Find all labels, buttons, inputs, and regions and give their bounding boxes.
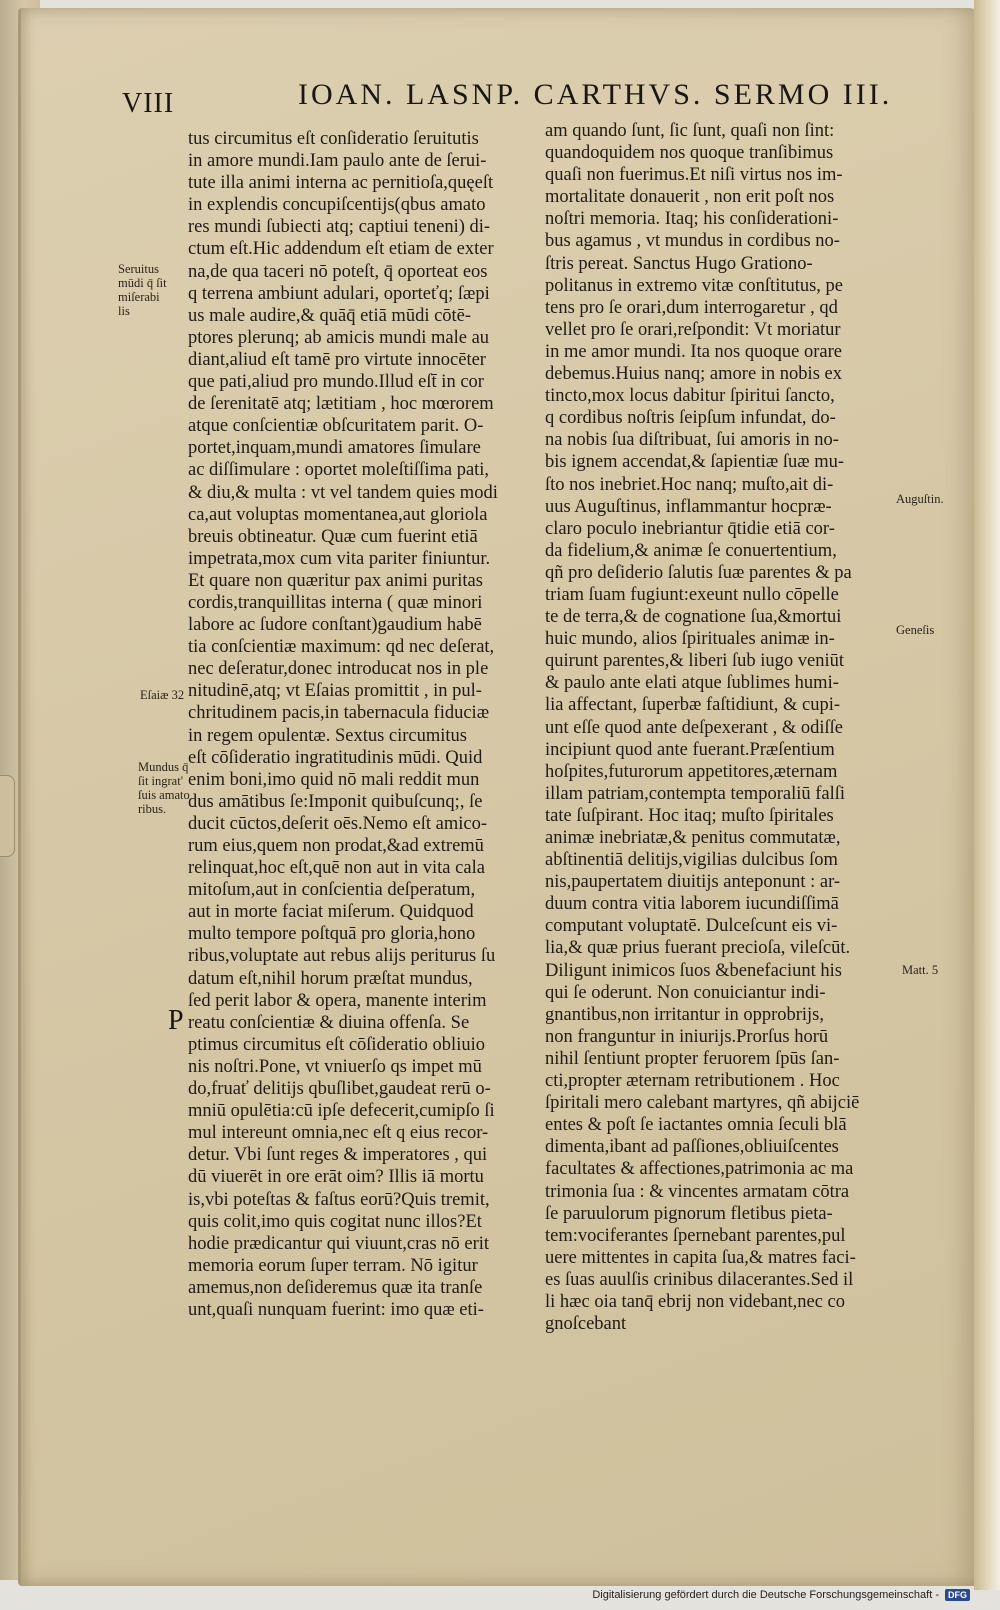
text-line: uus Auguſtinus, inflammantur hocpræ- <box>545 496 832 517</box>
text-line: cordis,tranquillitas interna ( quæ minori <box>188 592 483 613</box>
text-line: Et quare non quæritur pax animi puritas <box>188 570 483 591</box>
text-line: rum eius,quem non prodat,&ad extremū <box>188 836 484 856</box>
margin-note-line: Seruitus <box>118 262 159 276</box>
text-line: mniū opulētia:cū ipſe defecerit,cumipſo ſi <box>188 1101 495 1122</box>
text-line: chritudinem pacis,in tabernacula fiduciæ <box>188 703 490 724</box>
text-line: breuis obtineatur. Quæ cum fuerint etiā <box>188 526 478 547</box>
text-line: tute illa animi interna ac pernitioſa,quęeſt <box>188 173 494 194</box>
text-line: eſt cōſideratio ingratitudinis mūdi. Quid <box>188 747 483 768</box>
text-line: dū viuerēt in ore erāt oim? Illis iā mortu <box>188 1167 484 1188</box>
credit-text: Digitalisierung gefördert durch die Deutsche Forschungsgemeinschaft - <box>592 1589 939 1601</box>
text-line: aut in morte faciat miſerum. Quidquod <box>188 902 474 923</box>
text-line: am quando ſunt, ſic ſunt, quaſi non ſint: <box>545 121 835 141</box>
text-line: politanus in extremo vitæ conſtitutus, pe <box>545 275 844 296</box>
text-line: bus agamus , vt mundus in cordibus no- <box>545 231 840 252</box>
text-line: animæ inebriatæ,& penitus commutatæ, <box>545 828 841 848</box>
text-line: abſtinentiā delitijs,vigilias dulcibus ſom <box>545 850 838 871</box>
text-line: is,vbi poteſtas & faſtus eorū?Quis tremit, <box>188 1189 490 1210</box>
text-line: illam patriam,contempta temporaliū falſi <box>545 783 846 804</box>
text-line: unt eſſe quod ante deſpexerant , & odiſſe <box>545 717 843 738</box>
margin-note-line: ſit ingrat' <box>138 774 183 788</box>
text-line: detur. Vbi ſunt reges & imperatores , qui <box>188 1145 488 1166</box>
text-line: labore ac ſudore conſtant)gaudium habē <box>188 615 482 636</box>
margin-note-line: lis <box>118 304 130 318</box>
text-line: na nobis ſua diſtribuat, ſui amoris in no- <box>545 430 839 451</box>
text-line: & paulo ante elati atque ſublimes humi- <box>545 673 839 694</box>
text-line: lia affectant, ſuperbæ faſtidiunt, & cupi- <box>545 695 841 716</box>
margin-note-line: Auguſtin. <box>896 492 944 506</box>
margin-note-mundus <box>138 760 190 816</box>
text-line: facultates & affectiones,patrimonia ac ma <box>545 1159 854 1180</box>
text-line: mitoſum,aut in conſcientia deſperatum, <box>188 880 476 901</box>
text-line: quaſi non fuerimus.Et niſi virtus nos im- <box>545 165 843 186</box>
text-line: portet,inquam,mundi amatores ſimulare <box>188 438 481 459</box>
text-line: ducit cūctos,deſerit oēs.Nemo eſt amico- <box>188 813 487 834</box>
text-line: quandoquidem nos quoque tranſibimus <box>545 143 834 164</box>
margin-note-seruitus <box>118 262 167 318</box>
text-line: us male audire,& quāq̄ etiā mūdi cōtē- <box>188 305 472 326</box>
text-line: noſtri memoria. Itaq; his conſiderationi- <box>545 209 839 230</box>
text-line: in explendis concupiſcentijs(qbus amato <box>188 195 486 216</box>
text-line: hodie prædicantur qui viuunt,cras nō erit <box>188 1233 490 1254</box>
text-line: huic mundo, alios ſpirituales animæ in- <box>545 629 835 650</box>
text-line: ptores plerunq; ab amicis mundi male au <box>188 327 490 348</box>
right-text-column <box>545 120 915 1335</box>
bookmark-tab <box>0 775 15 857</box>
text-line: relinquat,hoc eſt,quē non aut in vita cala <box>188 858 485 879</box>
text-line: dus amātibus ſe:Imponit quibuſcunq;, ſe <box>188 791 483 812</box>
text-line: ribus,voluptate aut rebus alijs periturus ſu <box>188 946 496 967</box>
text-line: entes & poſt ſe iactantes omnia ſeculi blā <box>545 1115 847 1136</box>
text-line: ſed perit labor & opera, manente interim <box>188 990 487 1011</box>
text-line: quis colit,imo quis cogitat nunc illos?Et <box>188 1211 482 1232</box>
text-line: qñ pro deſiderio ſalutis ſuæ parentes & pa <box>545 562 852 583</box>
text-line: na,de qua taceri nō poteſt, q̄ oporteat eos <box>188 261 488 282</box>
text-line: ſto nos inebriet.Hoc nanq; muſto,ait di- <box>545 474 834 495</box>
text-line: nihil ſentiunt propter feruorem ſpūs ſan- <box>545 1048 840 1069</box>
text-line: ſtris pereat. Sanctus Hugo Grationo- <box>545 253 813 274</box>
text-line: qui ſe oderunt. Non conuiciantur indi- <box>545 982 826 1003</box>
text-line: es ſuas auulſis crinibus dilacerantes.Sed il <box>545 1269 854 1290</box>
text-line: ptimus circumitus eſt cōſideratio obliuio <box>188 1034 485 1055</box>
text-line: ſpiritali mero calebant martyres, qñ abijciē <box>545 1093 860 1114</box>
text-line: trimonia ſua : & vincentes armatam cōtra <box>545 1181 850 1202</box>
text-line: tens pro ſe orari,dum interrogaretur , qd <box>545 297 838 318</box>
text-line: quirunt parentes,& liberi ſub iugo veniūt <box>545 651 845 672</box>
text-line: nitudinē,atq; vt Eſaias promittit , in pul- <box>188 681 482 702</box>
text-line: in me amor mundi. Ita nos quoque orare <box>545 341 842 362</box>
text-line: vellet pro ſe orari,reſpondit: Vt moriatur <box>545 319 841 340</box>
text-line: ctum eſt.Hic addendum eſt etiam de exter <box>188 239 494 260</box>
dfg-logo: DFG <box>945 1589 970 1601</box>
text-line: in regem opulentæ. Sextus circumitus <box>188 725 467 746</box>
text-line: triam ſuam fugiunt:exeunt nullo cōpelle <box>545 584 839 605</box>
margin-note-esaiae <box>140 688 184 702</box>
text-line: gnoſcebant <box>545 1314 627 1335</box>
text-line: tus circumitus eſt conſideratio ſeruitutis <box>188 129 479 149</box>
margin-note-line: mūdi q̄ ſit <box>118 276 167 290</box>
scan-right-edge <box>974 0 1000 1590</box>
text-line: tia conſcientiæ maximum: qd nec deſerat, <box>188 637 495 658</box>
text-line: unt,quaſi nunquam fuerint: imo quæ eti- <box>188 1299 484 1320</box>
text-line: computant voluptatē. Dulceſcunt eis vi- <box>545 916 838 937</box>
text-line: amemus,non deſideremus quæ ita tranſe <box>188 1277 483 1298</box>
text-line: do,fruať delitijs qbuſlibet,gaudeat rerū o- <box>188 1079 491 1100</box>
text-line: ſe paruulorum pignorum fletibus pieta- <box>545 1203 833 1224</box>
text-line: multo tempore poſtquā pro gloria,hono <box>188 924 476 945</box>
text-line: bis ignem accendat,& ſapientiæ ſuæ mu- <box>545 452 845 473</box>
text-line: datum eſt,nihil horum præſtat mundus, <box>188 968 473 989</box>
text-line: reatu conſcientiæ & diuina offenſa. Se <box>188 1012 470 1033</box>
text-line: nis,paupertatem diuitijs anteponunt : ar- <box>545 872 841 893</box>
text-line: nec deſeratur,donec introducat nos in ple <box>188 659 489 680</box>
text-line: res mundi ſubiecti atq; captiui teneni) di- <box>188 217 491 238</box>
text-line: Diligunt inimicos ſuos &benefaciunt his <box>545 960 842 981</box>
text-line: non franguntur in iniurijs.Prorſus horū <box>545 1026 829 1047</box>
text-line: enim boni,imo quid nō mali reddit mun <box>188 769 480 790</box>
text-line: memoria eorum ſuper terram. Nō igitur <box>188 1255 478 1276</box>
text-line: duum contra vitia laborem iucundiſſimā <box>545 894 839 915</box>
margin-note-line: Geneſis <box>896 623 935 637</box>
text-line: hoſpites,futurorum appetitores,æternam <box>545 761 838 782</box>
running-head: IOAN. LASNP. CARTHVS. SERMO III. <box>298 78 893 111</box>
digitization-credit <box>592 1589 970 1601</box>
text-line: q cordibus noſtris ſeipſum infundat, do- <box>545 408 836 429</box>
margin-note-line: Mundus q̄ <box>138 760 189 774</box>
margin-note-augustin <box>896 492 944 506</box>
text-line: que pati,aliud pro mundo.Illud eſt̄ in cor <box>188 372 484 393</box>
text-line: incipiunt quod ante fuerant.Præſentium <box>545 739 835 760</box>
margin-note-line: miſerabi <box>118 290 160 304</box>
text-line: & diu,& multa : vt vel tandem quies modi <box>188 482 498 503</box>
text-line: dimenta,ibant ad paſſiones,obliuiſcentes <box>545 1137 839 1158</box>
text-line: mul intereunt omnia,nec eſt q eius recor- <box>188 1123 489 1144</box>
text-line: tem:vociferantes ſpernebant parentes,pul <box>545 1225 846 1246</box>
text-line: diant,aliud eſt tamē pro virtute innocēter <box>188 349 486 370</box>
margin-note-line: ribus. <box>138 802 167 816</box>
text-line: lia,& quæ prius fuerant precioſa, vileſcūt. <box>545 938 851 959</box>
text-line: te de terra,& de cognatione ſua,&mortui <box>545 607 842 628</box>
text-line: atque conſcientiæ obſcuritatem parit. O- <box>188 416 484 437</box>
text-line: in amore mundi.Iam paulo ante de ſerui- <box>188 151 487 172</box>
text-line: da fidelium,& animæ ſe conuertentium, <box>545 540 837 561</box>
text-line: q terrena ambiunt adulari, oporteťq; ſæpi <box>188 283 490 304</box>
text-line: impetrata,mox cum vita pariter finiuntur. <box>188 548 491 569</box>
text-line: debemus.Huius nanq; amore in nobis ex <box>545 364 842 385</box>
margin-note-line: Matt. 5 <box>902 963 939 977</box>
text-line: ac diſſimulare : oportet moleſtiſſima pati, <box>188 460 490 481</box>
text-line: claro poculo inebriantur q̄tidie etiā cor- <box>545 518 835 539</box>
text-line: ca,aut voluptas momentanea,aut gloriola <box>188 504 488 525</box>
text-line: mortalitate donauerit , non erit poſt nos <box>545 187 835 208</box>
text-line: cti,propter æternam retributionem . Hoc <box>545 1071 840 1092</box>
left-text-column <box>188 128 548 1321</box>
drop-letter: P <box>168 1005 184 1036</box>
text-line: tincto,mox locus dabitur ſpiritui ſancto, <box>545 386 835 407</box>
text-line: nis noſtri.Pone, vt vniuerſo qs impet mū <box>188 1056 482 1077</box>
text-line: tate ſuſpirant. Hoc itaq; muſto ſpiritales <box>545 805 834 826</box>
margin-note-matth <box>902 963 938 977</box>
page-number: VIII <box>122 88 175 119</box>
margin-note-line: Eſaiæ 32 <box>140 688 185 702</box>
margin-note-line: ſuis amato <box>138 788 190 802</box>
margin-note-genesis <box>896 623 934 637</box>
text-line: de ſerenitatē atq; lætitiam , hoc mœrorem <box>188 394 494 415</box>
text-line: li hæc oia tanq̄ ebrij non videbant,nec co <box>545 1291 846 1312</box>
text-line: uere mittentes in capita ſua,& matres faci- <box>545 1247 856 1268</box>
text-line: gnantibus,non irritantur in opprobrijs, <box>545 1004 825 1025</box>
